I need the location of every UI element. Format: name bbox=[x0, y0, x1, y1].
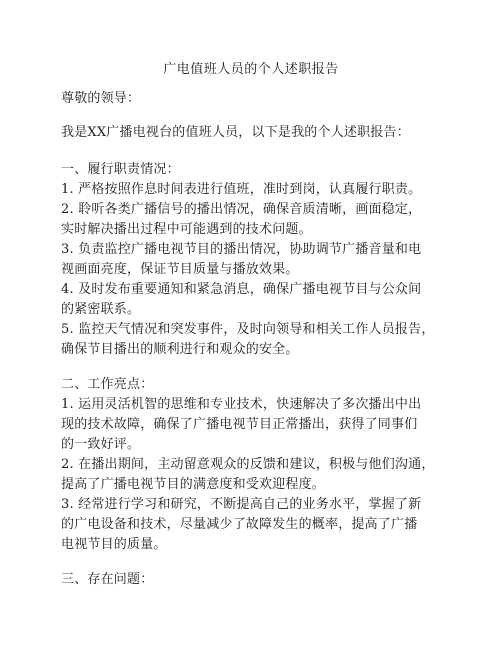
duties-line: 5. 监控天气情况和突发事件，及时向领导和相关工作人员报告， bbox=[61, 322, 435, 337]
duties-line: 3. 负责监控广播电视节目的播出情况，协助调节广播音量和电 bbox=[61, 242, 422, 257]
section-heading-problems: 三、存在问题： bbox=[61, 572, 154, 587]
duties-line: 2. 聆听各类广播信号的播出情况，确保音质清晰，画面稳定， bbox=[61, 202, 422, 217]
highlights-line: 现的技术故障，确保了广播电视节目正常播出，获得了同事们 bbox=[61, 417, 418, 432]
highlights-line: 的广电设备和技术，尽量减少了故障发生的概率，提高了广播 bbox=[61, 517, 418, 532]
duties-line: 1. 严格按照作息时间表进行值班，准时到岗，认真履行职责。 bbox=[61, 182, 422, 197]
document-title: 广电值班人员的个人述职报告 bbox=[163, 62, 339, 77]
duties-line: 视画面亮度，保证节目质量与播放效果。 bbox=[61, 262, 299, 277]
highlights-line: 电视节目的质量。 bbox=[61, 537, 167, 552]
highlights-line: 3. 经常进行学习和研究，不断提高自己的业务水平，掌握了新 bbox=[61, 497, 422, 512]
section-heading-highlights: 二、工作亮点： bbox=[61, 377, 154, 392]
highlights-line: 的一致好评。 bbox=[61, 437, 141, 452]
duties-line: 4. 及时发布重要通知和紧急消息，确保广播电视节目与公众间 bbox=[61, 282, 422, 297]
highlights-line: 1. 运用灵活机智的思维和专业技术，快速解决了多次播出中出 bbox=[61, 397, 422, 412]
salutation: 尊敬的领导： bbox=[61, 91, 141, 106]
section-heading-duties: 一、履行职责情况： bbox=[61, 162, 180, 177]
highlights-line: 2. 在播出期间，主动留意观众的反馈和建议，积极与他们沟通， bbox=[61, 457, 435, 472]
duties-line: 确保节目播出的顺利进行和观众的安全。 bbox=[61, 342, 299, 357]
duties-line: 实时解决播出过程中可能遇到的技术问题。 bbox=[61, 222, 312, 237]
duties-line: 的紧密联系。 bbox=[61, 302, 141, 317]
intro-paragraph: 我是XX广播电视台的值班人员，以下是我的个人述职报告： bbox=[61, 125, 410, 140]
highlights-line: 提高了广播电视节目的满意度和受欢迎程度。 bbox=[61, 477, 326, 492]
